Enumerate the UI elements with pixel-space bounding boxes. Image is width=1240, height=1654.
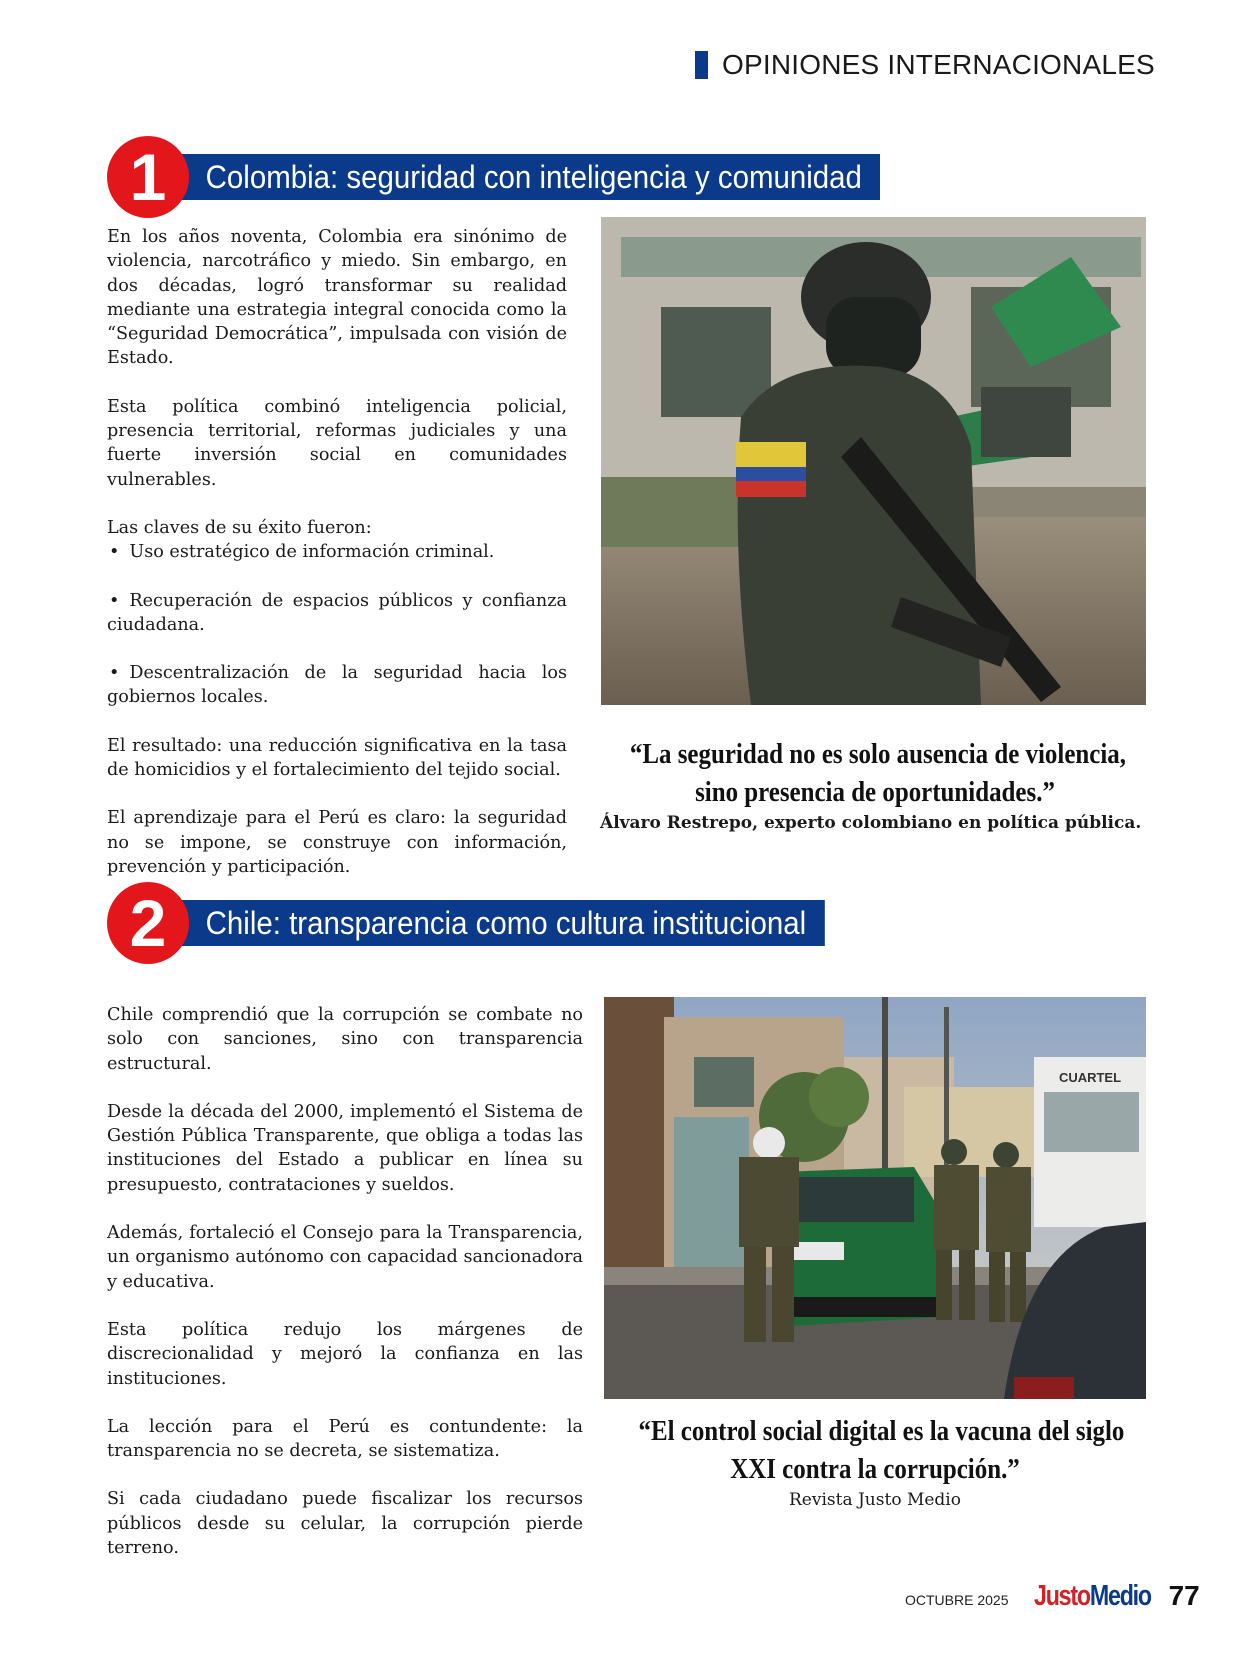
section1-title: Colombia: seguridad con inteligencia y comunidad [167, 154, 880, 200]
issue-date: OCTUBRE 2025 [905, 1592, 1009, 1608]
quote-line: XXI contra la corrupción.” [730, 1453, 1020, 1485]
list-item: • Recuperación de espacios públicos y confianza ciudadana. [107, 590, 567, 635]
section2-paragraph: Además, fortaleció el Consejo para la Transparencia, un organismo autónomo con capacidad sancionadora y educativa. [107, 1223, 583, 1292]
page-number: 77 [1168, 1580, 1200, 1611]
quote-line: “El control social digital es la vacuna del siglo [638, 1415, 1125, 1447]
carabineros-photo-illustration [604, 997, 1146, 1399]
section2-body [107, 1003, 583, 1584]
quote-line: sino presencia de oportunidades.” [695, 776, 1055, 808]
section2-paragraph: Esta política redujo los márgenes de discrecionalidad y mejoró la confianza en las instituciones. [107, 1319, 583, 1389]
section1-body [107, 225, 567, 903]
section2-paragraph: Desde la década del 2000, implementó el Sistema de Gestión Pública Transparente, que obliga a todas las instituciones del Estado a publicar en línea su presupuesto, contrataciones y sueldos. [107, 1101, 583, 1195]
section1-quote [590, 735, 1160, 833]
soldier-photo-illustration [601, 217, 1146, 705]
list-item: • Descentralización de la seguridad hacia los gobiernos locales. [107, 663, 567, 708]
quote-attribution: Revista Justo Medio [789, 1490, 961, 1510]
carabineros-photo [604, 997, 1146, 1399]
section-tag-bar [695, 51, 708, 79]
quote-attribution: Álvaro Restrepo, experto colombiano en política pública. [600, 813, 1142, 833]
photo-sign-text: CUARTEL [1058, 1070, 1122, 1085]
section2-paragraph: Chile comprendió que la corrupción se combate no solo con sanciones, sino con transparencia estructural. [107, 1005, 583, 1074]
section1-bullet-list [107, 540, 567, 709]
soldier-photo [601, 217, 1146, 705]
section1-paragraph: El aprendizaje para el Perú es claro: la seguridad no se impone, se construye con información, prevención y participación. [107, 808, 567, 877]
section1-paragraph: Las claves de su éxito fueron: [107, 517, 372, 538]
brand-logo: JustoMedio [1034, 1580, 1152, 1612]
quote-line: “La seguridad no es solo ausencia de violencia, [629, 738, 1126, 770]
section-tag [695, 50, 1155, 80]
section2-number: 2 [107, 882, 189, 964]
section1-paragraph: En los años noventa, Colombia era sinónimo de violencia, narcotráfico y miedo. Sin embargo, en dos décadas, logró transformar su realidad mediante una estrategia integral conocida como la “Seguridad Democrática”, impulsada con visión de Estado. [107, 227, 567, 369]
page-footer [905, 1580, 1200, 1613]
section2-paragraph: Si cada ciudadano puede fiscalizar los recursos públicos desde su celular, la corrupción pierde terreno. [107, 1489, 583, 1559]
section1-number: 1 [107, 136, 189, 218]
section-tag-label: OPINIONES INTERNACIONALES [722, 49, 1155, 80]
section2-heading [107, 882, 882, 964]
list-item: • Uso estratégico de información criminal. [109, 542, 495, 563]
section2-paragraph: La lección para el Perú es contundente: la transparencia no se decreta, se sistematiza. [107, 1416, 583, 1462]
section2-quote [600, 1412, 1150, 1510]
section2-title: Chile: transparencia como cultura institucional [167, 900, 825, 946]
section1-heading [107, 136, 942, 218]
section1-paragraph: El resultado: una reducción significativa en la tasa de homicidios y el fortalecimiento del tejido social. [107, 735, 567, 781]
section1-paragraph: Esta política combinó inteligencia policial, presencia territorial, reformas judiciales y una fuerte inversión social en comunidades vulnerables. [107, 396, 567, 490]
